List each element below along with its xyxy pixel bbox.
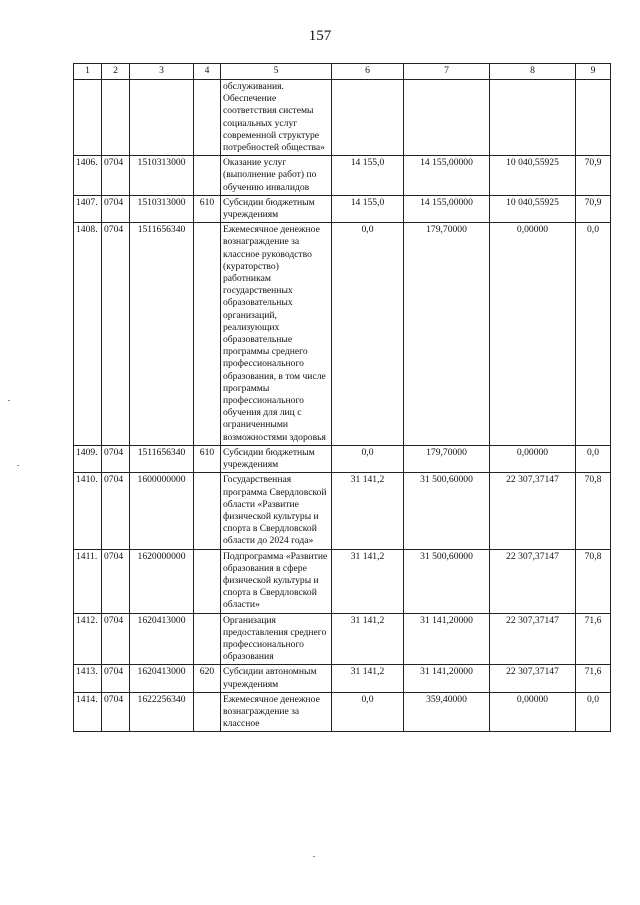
row-number: 1408. [74,223,102,446]
execution-percent [576,80,611,156]
plan-amount: 0,0 [332,445,404,472]
table-row [74,445,611,472]
execution-percent: 71,6 [576,613,611,665]
executed-amount: 22 307,37147 [490,613,576,665]
executed-amount [490,80,576,156]
column-header: 5 [221,64,332,80]
row-number: 1407. [74,195,102,222]
execution-percent: 0,0 [576,223,611,446]
section-code: 0704 [102,223,130,446]
expense-type-code: 610 [194,445,221,472]
section-code: 0704 [102,549,130,613]
item-name: Ежемесячное денежное вознаграждение за классное [221,692,332,732]
adjusted-amount: 31 141,20000 [404,613,490,665]
column-header: 8 [490,64,576,80]
table-row [74,223,611,446]
execution-percent: 0,0 [576,445,611,472]
plan-amount: 31 141,2 [332,549,404,613]
row-number: 1414. [74,692,102,732]
adjusted-amount: 31 141,20000 [404,665,490,692]
plan-amount [332,80,404,156]
section-code: 0704 [102,156,130,196]
row-number: 1412. [74,613,102,665]
plan-amount: 0,0 [332,223,404,446]
adjusted-amount: 31 500,60000 [404,473,490,549]
target-article-code: 1511656340 [130,445,194,472]
column-header: 9 [576,64,611,80]
executed-amount: 10 040,55925 [490,156,576,196]
plan-amount: 31 141,2 [332,665,404,692]
plan-amount: 14 155,0 [332,195,404,222]
row-number: 1406. [74,156,102,196]
section-code: 0704 [102,445,130,472]
table-row [74,549,611,613]
target-article-code: 1511656340 [130,223,194,446]
section-code: 0704 [102,613,130,665]
item-name: Подпрограмма «Развитие образования в сфере физической культуры и спорта в Свердловской области» [221,549,332,613]
executed-amount: 22 307,37147 [490,549,576,613]
row-number: 1413. [74,665,102,692]
table-row [74,80,611,156]
expense-type-code [194,156,221,196]
expense-type-code [194,692,221,732]
item-name: Субсидии бюджетным учреждениям [221,445,332,472]
table-row [74,195,611,222]
column-header: 3 [130,64,194,80]
target-article-code: 1620000000 [130,549,194,613]
item-name: Организация предоставления среднего профессионального образования [221,613,332,665]
section-code: 0704 [102,195,130,222]
section-code: 0704 [102,473,130,549]
column-header: 6 [332,64,404,80]
execution-percent: 71,6 [576,665,611,692]
table-row [74,156,611,196]
header-row [74,64,611,80]
scan-speck [17,465,19,466]
table-row [74,473,611,549]
row-number: 1409. [74,445,102,472]
item-name: Субсидии бюджетным учреждениям [221,195,332,222]
adjusted-amount: 359,40000 [404,692,490,732]
executed-amount: 10 040,55925 [490,195,576,222]
scan-speck [8,400,10,401]
item-name: Субсидии автономным учреждениям [221,665,332,692]
executed-amount: 0,00000 [490,692,576,732]
expense-type-code [194,613,221,665]
plan-amount: 31 141,2 [332,473,404,549]
plan-amount: 31 141,2 [332,613,404,665]
section-code [102,80,130,156]
target-article-code: 1622256340 [130,692,194,732]
column-header: 1 [74,64,102,80]
executed-amount: 0,00000 [490,445,576,472]
target-article-code: 1620413000 [130,665,194,692]
target-article-code: 1620413000 [130,613,194,665]
section-code: 0704 [102,692,130,732]
target-article-code: 1600000000 [130,473,194,549]
item-name: обслуживания. Обеспечение соответствия системы социальных услуг современной структуре потребностей общества» [221,80,332,156]
executed-amount: 0,00000 [490,223,576,446]
section-code: 0704 [102,665,130,692]
expense-type-code [194,549,221,613]
budget-table [73,63,611,732]
page-number: 157 [308,28,332,44]
adjusted-amount: 14 155,00000 [404,195,490,222]
table-row [74,692,611,732]
execution-percent: 70,8 [576,473,611,549]
column-header: 4 [194,64,221,80]
expense-type-code [194,223,221,446]
adjusted-amount: 31 500,60000 [404,549,490,613]
expense-type-code [194,473,221,549]
column-header: 7 [404,64,490,80]
plan-amount: 14 155,0 [332,156,404,196]
item-name: Государственная программа Свердловской области «Развитие физической культуры и спорта в Свердловской области до 2024 года» [221,473,332,549]
execution-percent: 70,8 [576,549,611,613]
adjusted-amount: 179,70000 [404,223,490,446]
executed-amount: 22 307,37147 [490,665,576,692]
item-name: Ежемесячное денежное вознаграждение за классное руководство (кураторство) работникам государственных образовательных организаций, реализующих образовательные программы среднего профессионального образования, в том числе программы профессионального обучения для лиц с ограниченными возможностями здоровья [221,223,332,446]
execution-percent: 0,0 [576,692,611,732]
row-number [74,80,102,156]
adjusted-amount: 179,70000 [404,445,490,472]
target-article-code: 1510313000 [130,156,194,196]
target-article-code: 1510313000 [130,195,194,222]
target-article-code [130,80,194,156]
table-row [74,613,611,665]
scan-speck [313,856,315,857]
expense-type-code: 620 [194,665,221,692]
adjusted-amount [404,80,490,156]
row-number: 1410. [74,473,102,549]
execution-percent: 70,9 [576,195,611,222]
executed-amount: 22 307,37147 [490,473,576,549]
expense-type-code: 610 [194,195,221,222]
adjusted-amount: 14 155,00000 [404,156,490,196]
table-row [74,665,611,692]
item-name: Оказание услуг (выполнение работ) по обучению инвалидов [221,156,332,196]
expense-type-code [194,80,221,156]
plan-amount: 0,0 [332,692,404,732]
execution-percent: 70,9 [576,156,611,196]
column-header: 2 [102,64,130,80]
row-number: 1411. [74,549,102,613]
